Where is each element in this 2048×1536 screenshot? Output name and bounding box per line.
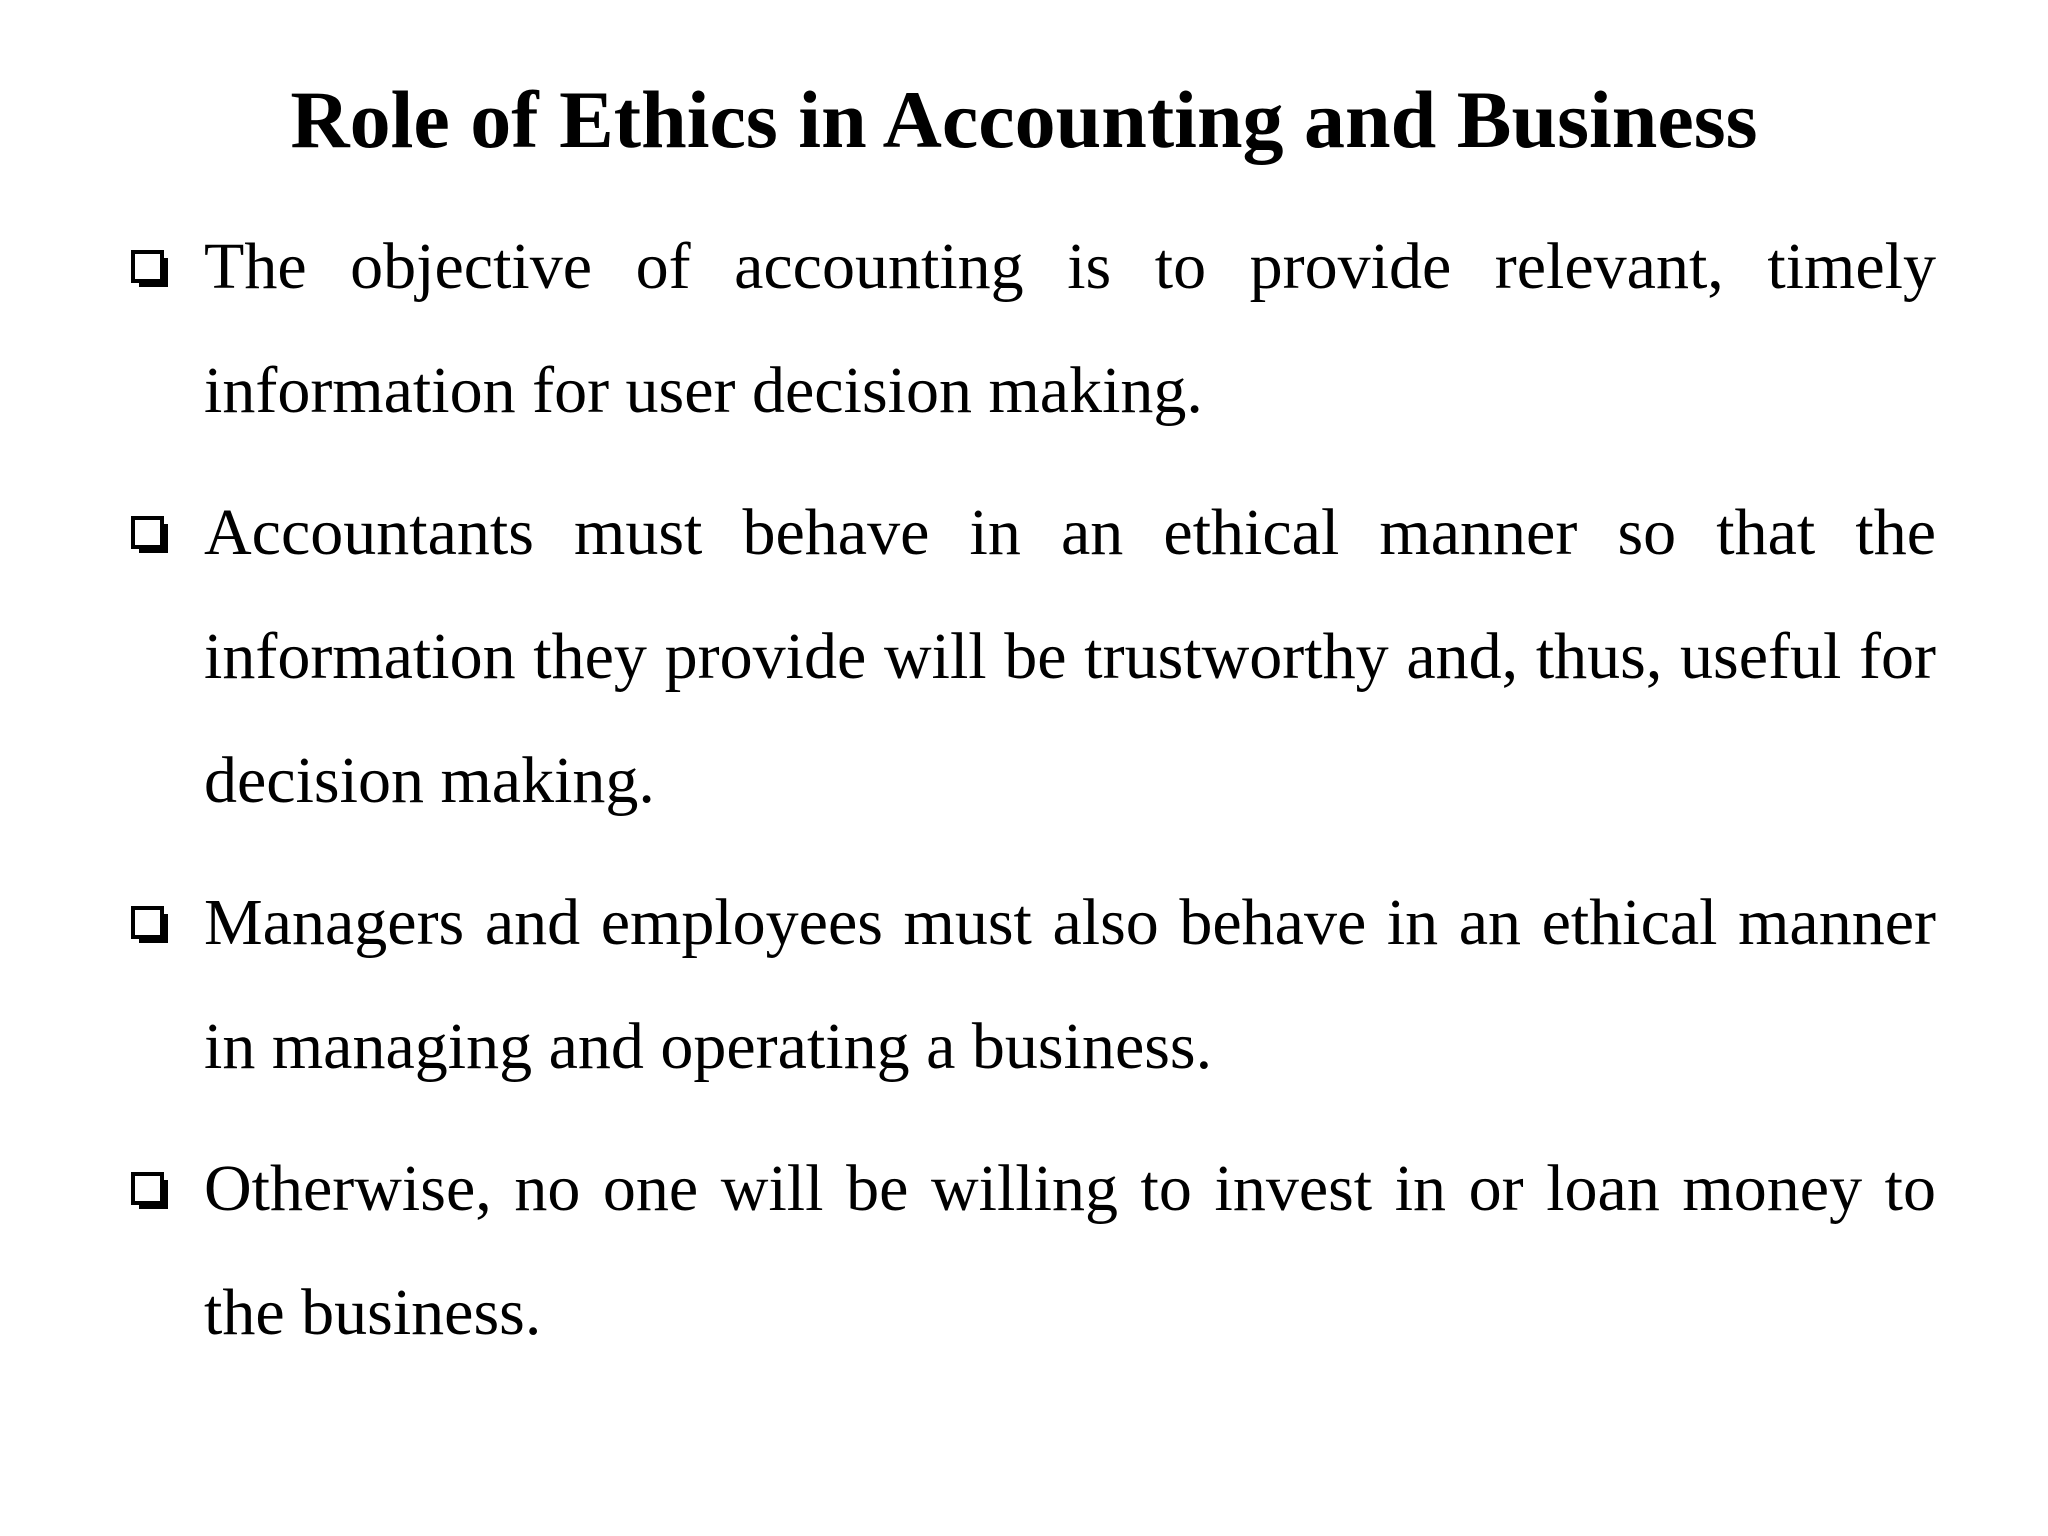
square-bullet-icon	[130, 1171, 170, 1211]
square-bullet-icon	[130, 905, 170, 945]
slide-title: Role of Ethics in Accounting and Business	[290, 74, 1758, 165]
bullet-text: Otherwise, no one will be willing to invest in or loan money to the business.	[204, 1152, 1936, 1349]
bullet-text: Managers and employees must also behave in an ethical manner in managing and operating a business.	[204, 886, 1936, 1083]
square-bullet-icon	[130, 515, 170, 555]
bullet-item	[128, 205, 1936, 453]
bullet-text: The objective of accounting is to provide relevant, timely information for user decision making.	[204, 230, 1936, 427]
square-bullet-icon	[130, 249, 170, 289]
bullet-item	[128, 471, 1936, 843]
bullet-text: Accountants must behave in an ethical manner so that the information they provide will be trustworthy and, thus, useful for decision making.	[204, 496, 1936, 817]
bullet-list	[128, 205, 1936, 1393]
bullet-item	[128, 861, 1936, 1109]
bullet-item	[128, 1127, 1936, 1375]
